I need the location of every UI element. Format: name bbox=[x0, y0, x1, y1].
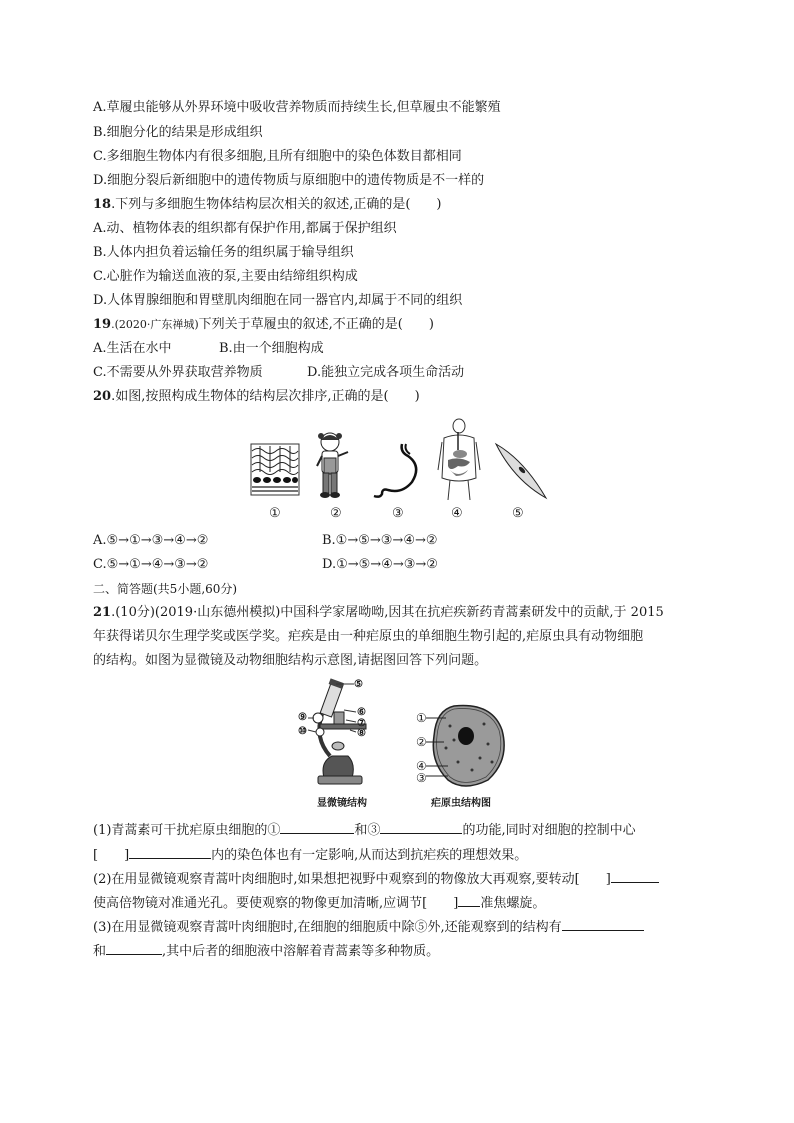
answer-blank[interactable] bbox=[380, 820, 462, 834]
q18-stem-text: .下列与多细胞生物体结构层次相关的叙述,正确的是( ) bbox=[111, 197, 442, 212]
q19-stem-text: 下列关于草履虫的叙述,不正确的是( ) bbox=[198, 317, 434, 332]
q21-part2-c: 准焦螺旋。 bbox=[480, 896, 546, 911]
q21-intro-line3: 的结构。如图为显微镜及动物细胞结构示意图,请据图回答下列问题。 bbox=[93, 653, 488, 668]
q19-option-b: B.由一个细胞构成 bbox=[219, 341, 324, 356]
tissue-figure bbox=[250, 443, 300, 496]
q20-option-c: C.⑤→①→④→③→② bbox=[93, 557, 209, 572]
q21-part1-b: 和③ bbox=[354, 823, 381, 838]
answer-blank[interactable] bbox=[458, 893, 480, 907]
cell-caption: 疟原虫结构图 bbox=[431, 798, 491, 809]
q21-part2-a: (2)在用显微镜观察青蒿叶肉细胞时,如果想把视野中观察到的物像放大再观察,要转动[ bbox=[93, 872, 580, 887]
child-figure bbox=[312, 430, 357, 500]
fig-label-4: ④ bbox=[451, 506, 463, 521]
q21-part3-c: ,其中后者的细胞液中溶解着青蒿素等多种物质。 bbox=[162, 944, 440, 959]
q21-intro-line2: 年获得诺贝尔生理学奖或医学奖。疟疾是由一种疟原虫的单细胞生物引起的,疟原虫具有动物细胞 bbox=[93, 629, 644, 644]
q17-option-b: B.细胞分化的结果是形成组织 bbox=[93, 125, 263, 140]
q21-part2-line2: 使高倍物镜对准通光孔。要使观察的物像更加清晰,应调节[ ] 准焦螺旋。 bbox=[93, 893, 545, 913]
q20-option-a: A.⑤→①→③→④→② bbox=[93, 533, 209, 548]
q19-option-c: C.不需要从外界获取营养物质 bbox=[93, 365, 263, 380]
fig-label-2: ② bbox=[330, 506, 342, 521]
q21-part3-line1 bbox=[93, 917, 644, 937]
section-heading: 二、简答题(共5小题,60分) bbox=[93, 582, 238, 596]
microscope-label-10: ⑩ bbox=[298, 726, 307, 737]
cell-label-1: ① bbox=[416, 711, 427, 725]
cell-label-3: ③ bbox=[416, 771, 427, 785]
q21-part1-d: 内的染色体也有一定影响,从而达到抗疟疾的理想效果。 bbox=[211, 848, 528, 863]
q21-part2-line1: (2)在用显微镜观察青蒿叶肉细胞时,如果想把视野中观察到的物像放大再观察,要转动[ ] bbox=[93, 869, 659, 889]
q21-part1-c: 的功能,同时对细胞的控制中心 bbox=[462, 823, 636, 838]
fig-label-1: ① bbox=[269, 506, 281, 521]
answer-bracket-space[interactable] bbox=[427, 896, 453, 911]
microscope-label-8: ⑧ bbox=[357, 728, 366, 739]
human-organ-system-figure bbox=[434, 418, 484, 503]
q20-stem-text: .如图,按照构成生物体的结构层次排序,正确的是( ) bbox=[111, 389, 420, 404]
q18-stem bbox=[93, 196, 442, 214]
q20-option-b: B.①→⑤→③→④→② bbox=[322, 533, 438, 548]
answer-bracket[interactable]: [ ] bbox=[93, 848, 130, 863]
q21-part3-line2 bbox=[93, 941, 439, 961]
fig-label-5: ⑤ bbox=[512, 506, 524, 521]
microscope-label-5: ⑤ bbox=[354, 679, 363, 690]
microscope-label-6: ⑥ bbox=[357, 707, 366, 718]
microscope-label-7: ⑦ bbox=[357, 718, 366, 729]
q20-stem bbox=[93, 388, 420, 406]
q21-part3-a: (3)在用显微镜观察青蒿叶肉细胞时,在细胞的细胞质中除⑤外,还能观察到的结构有 bbox=[93, 920, 562, 935]
answer-blank[interactable] bbox=[129, 845, 211, 859]
q21-part3-b: 和 bbox=[93, 944, 107, 959]
q19-option-d: D.能独立完成各项生命活动 bbox=[307, 365, 465, 380]
q18-number: 18 bbox=[93, 197, 112, 212]
q17-option-c: C.多细胞生物体内有很多细胞,且所有细胞中的染色体数目都相同 bbox=[93, 149, 462, 164]
q21-part1-line1 bbox=[93, 820, 636, 840]
q19-stem bbox=[93, 316, 434, 334]
plasmodium-cell-figure bbox=[414, 700, 524, 792]
microscope-label-9: ⑨ bbox=[298, 712, 307, 723]
muscle-cell-figure bbox=[494, 440, 549, 500]
microscope-caption: 显微镜结构 bbox=[317, 798, 367, 809]
q20-option-d: D.①→⑤→④→③→② bbox=[322, 557, 438, 572]
stomach-figure bbox=[370, 440, 425, 500]
q19-source: .(2020·广东禅城) bbox=[111, 318, 199, 331]
q19-option-a: A.生活在水中 bbox=[93, 341, 172, 356]
q21-part1-line2 bbox=[93, 845, 527, 865]
q17-option-a: A.草履虫能够从外界环境中吸收营养物质而持续生长,但草履虫不能繁殖 bbox=[93, 100, 501, 115]
q17-option-d: D.细胞分裂后新细胞中的遗传物质与原细胞中的遗传物质是不一样的 bbox=[93, 173, 485, 188]
answer-blank[interactable] bbox=[562, 917, 644, 931]
answer-blank[interactable] bbox=[611, 869, 659, 883]
q19-number: 19 bbox=[93, 317, 112, 332]
q18-option-d: D.人体胃腺细胞和胃壁肌肉细胞在同一器官内,却属于不同的组织 bbox=[93, 293, 463, 308]
q18-option-a: A.动、植物体表的组织都有保护作用,都属于保护组织 bbox=[93, 221, 397, 236]
fig-label-3: ③ bbox=[392, 506, 404, 521]
q21-number: 21 bbox=[93, 605, 112, 620]
q21-part1-a: (1)青蒿素可干扰疟原虫细胞的① bbox=[93, 823, 281, 838]
answer-blank[interactable] bbox=[106, 941, 162, 955]
cell-label-2: ② bbox=[416, 735, 427, 749]
q18-option-b: B.人体内担负着运输任务的组织属于输导组织 bbox=[93, 245, 354, 260]
answer-bracket-space[interactable] bbox=[580, 872, 606, 887]
q21-intro bbox=[93, 604, 664, 622]
cell-label-4: ④ bbox=[416, 759, 427, 773]
q18-option-c: C.心脏作为输送血液的泵,主要由结缔组织构成 bbox=[93, 269, 358, 284]
answer-blank[interactable] bbox=[280, 820, 354, 834]
q21-intro-text: .(10分)(2019·山东德州模拟)中国科学家屠呦呦,因其在抗疟疾新药青蒿素研发中的贡献,于 2015 bbox=[111, 605, 664, 620]
q21-part2-b: 使高倍物镜对准通光孔。要使观察的物像更加清晰,应调节[ bbox=[93, 896, 428, 911]
q20-number: 20 bbox=[93, 389, 112, 404]
